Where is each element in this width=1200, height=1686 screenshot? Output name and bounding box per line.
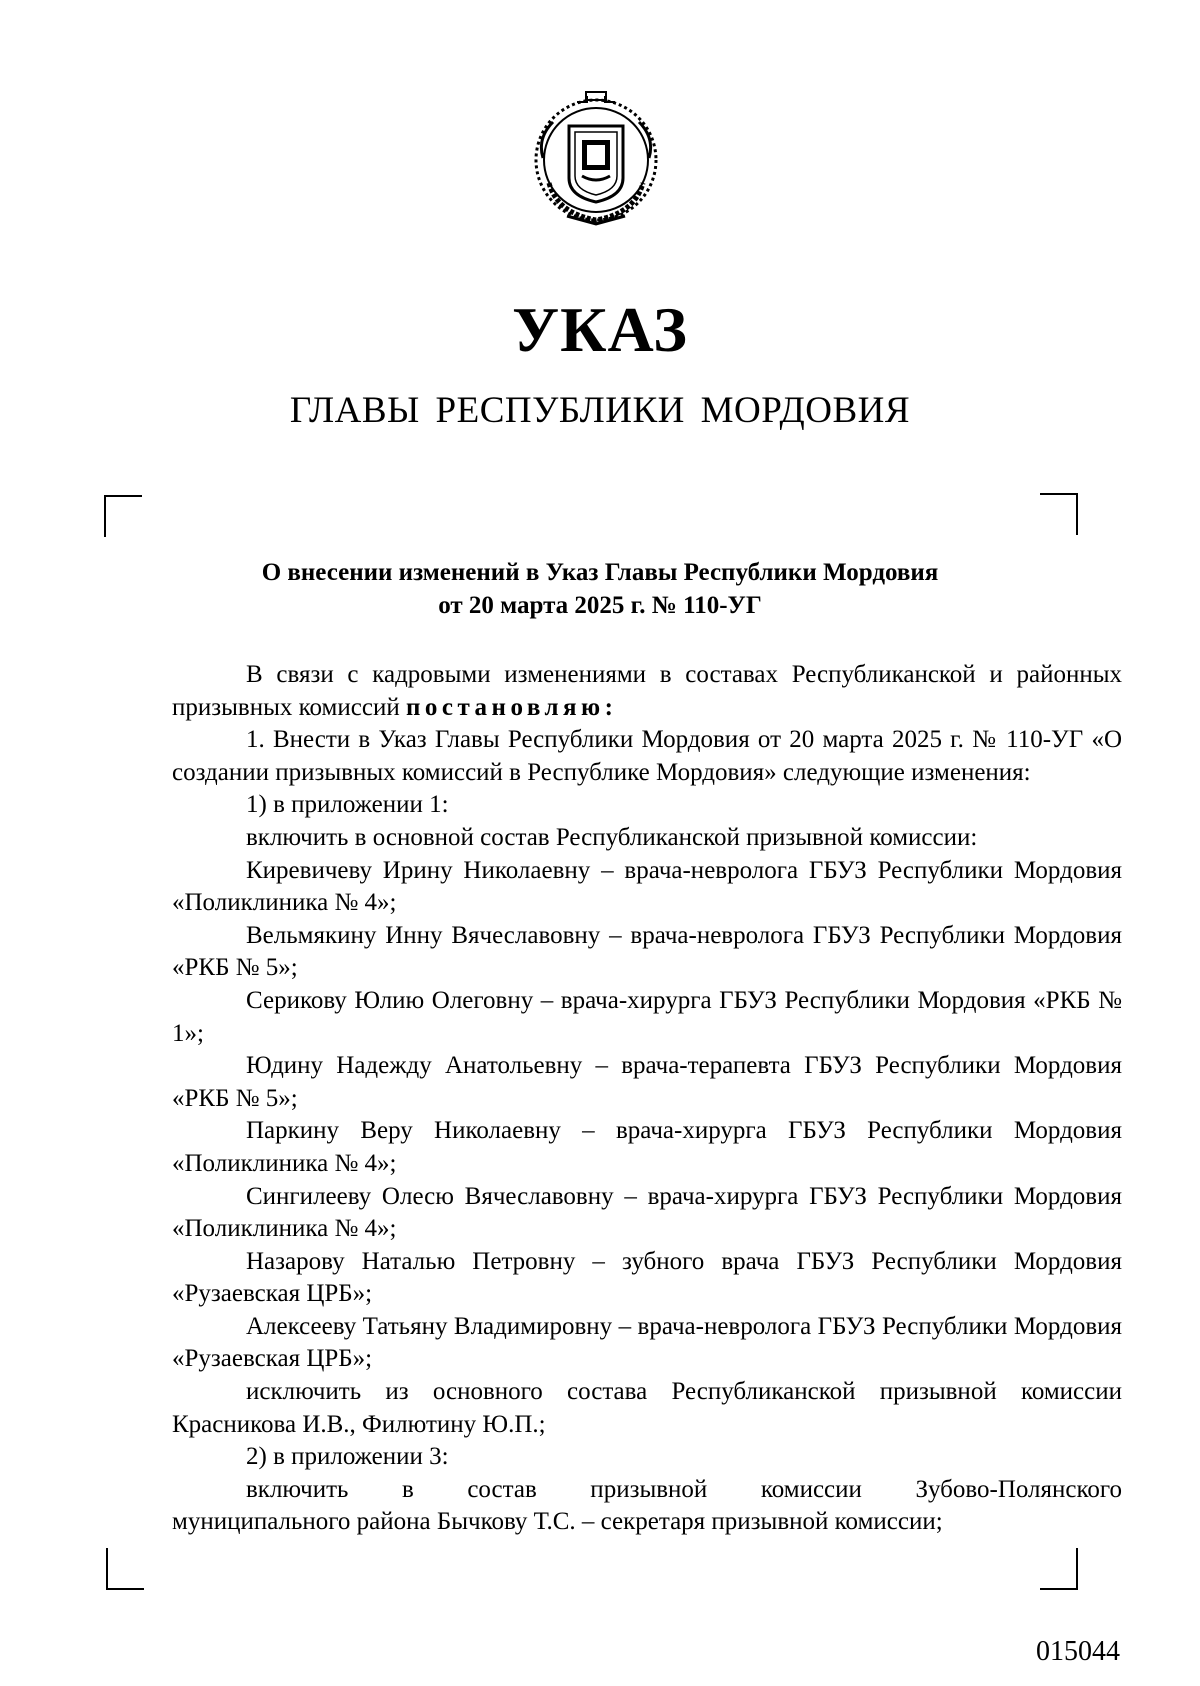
subitem-2-paragraph: 2) в приложении 3: [246,1443,449,1471]
include-main-paragraph: включить в основной состав Республиканской призывной комиссии: [246,823,978,851]
member-paragraph: Сингилееву Олесю Вячеславовну – врача-хирурга ГБУЗ Республики Мордовия «Поликлиника № 4»; [172,1182,1122,1243]
member-paragraph: Юдину Надежду Анатольевну – врача-терапевта ГБУЗ Республики Мордовия «РКБ № 5»; [172,1052,1122,1112]
corner-mark-top-left [104,495,142,537]
member-paragraph: Алексееву Татьяну Владимировну – врача-невролога ГБУЗ Республики Мордовия «Рузаевская ЦРБ»; [172,1312,1122,1373]
item-1-paragraph: 1. Внести в Указ Главы Республики Мордовия от 20 марта 2025 г. № 110-УГ «О создании призывных комиссий в Республике Мордовия» следующие изменения: [172,726,1122,786]
corner-mark-bottom-left [106,1548,144,1590]
member-paragraph: Киревичеву Ирину Николаевну – врача-невролога ГБУЗ Республики Мордовия «Поликлиника № 4»; [172,856,1122,917]
include-zubovo-line-1: включить в состав призывной комиссии Зубово-Полянского [246,1475,1122,1503]
member-paragraph: Вельмякину Инну Вячеславовну – врача-невролога ГБУЗ Республики Мордовия «РКБ № 5»; [172,921,1122,982]
decree-title-line-1: О внесении изменений в Указ Главы Республики Мордовия [261,559,939,586]
page-number: 015044 [1036,1636,1120,1667]
intro-paragraph [172,659,1122,724]
document-issuer: ГЛАВЫ РЕСПУБЛИКИ МОРДОВИЯ [289,390,911,431]
member-paragraph: Паркину Веру Николаевну – врача-хирурга ГБУЗ Республики Мордовия «Поликлиника № 4»; [172,1117,1122,1177]
exclude-main-paragraph: исключить из основного состава Республиканской призывной комиссии Красникова И.В., Филютину Ю.П.; [172,1378,1122,1438]
decree-body [172,659,1122,1539]
coat-of-arms-icon [527,88,665,230]
intro-text: В связи с кадровыми изменениями в составах Республиканской и районных призывных комиссий [172,661,1122,721]
include-zubovo-line-2: муниципального района Бычкову Т.С. – секретаря призывной комиссии; [172,1508,943,1536]
corner-mark-top-right [1040,493,1078,535]
subitem-1-paragraph: 1) в приложении 1: [246,791,449,819]
member-paragraph: Серикову Юлию Олеговну – врача-хирурга ГБУЗ Республики Мордовия «РКБ № 1»; [172,986,1122,1047]
decree-title-line-2: от 20 марта 2025 г. № 110-УГ [438,592,762,619]
corner-mark-bottom-right [1040,1548,1078,1590]
document-type-heading: УКАЗ [512,294,688,365]
decree-word: постановляю: [405,693,618,721]
member-paragraph: Назарову Наталью Петровну – зубного врача ГБУЗ Республики Мордовия «Рузаевская ЦРБ»; [172,1247,1122,1308]
decree-title [172,556,1028,622]
